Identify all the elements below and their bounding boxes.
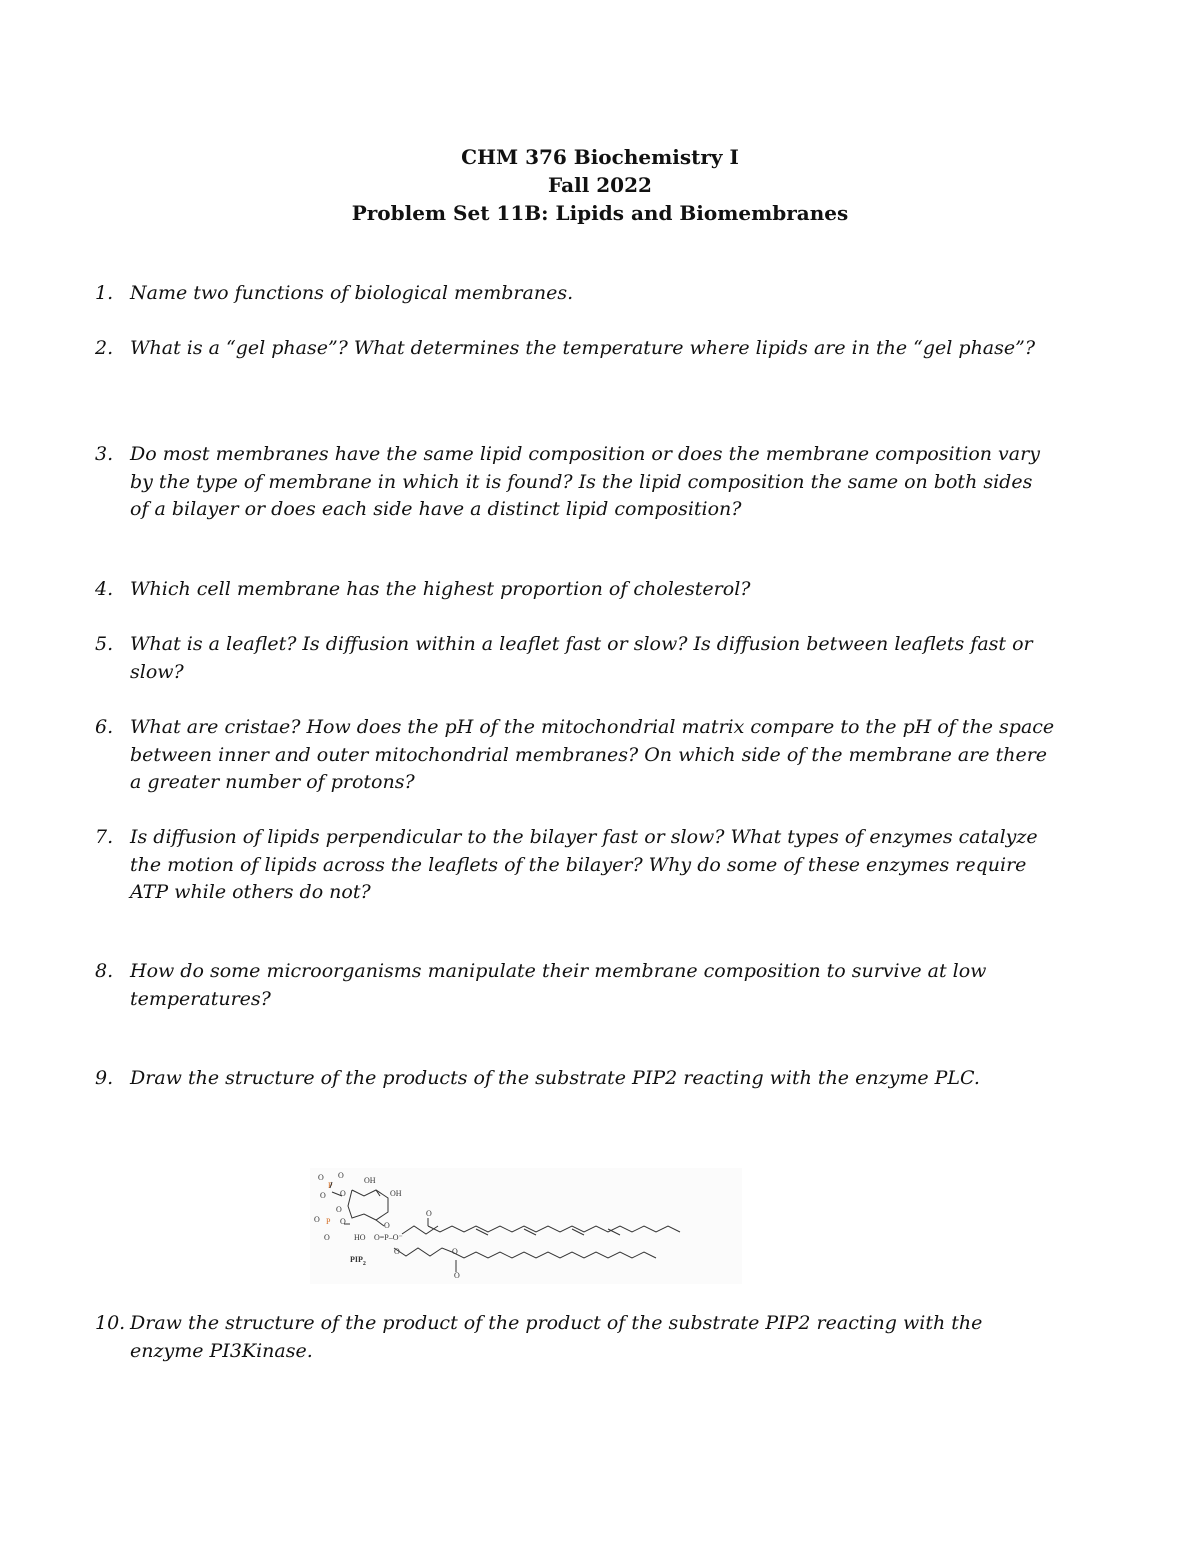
question-number: 5.: [95, 633, 114, 655]
atom-o: O: [454, 1271, 460, 1280]
atom-o: O: [340, 1217, 346, 1226]
atom-o: O: [338, 1171, 344, 1180]
atom-o: O: [314, 1215, 320, 1224]
atom-o: O: [340, 1189, 346, 1198]
question-number: 3.: [95, 443, 114, 465]
course-title: CHM 376 Biochemistry I: [461, 145, 739, 169]
atom-o: O: [394, 1247, 400, 1256]
question-text: Draw the structure of the products of the substrate PIP2 reacting with the enzyme PLC.: [130, 1067, 980, 1089]
question-number: 6.: [95, 716, 114, 738]
question-2: [95, 335, 1055, 363]
atom-oh: OH: [364, 1176, 376, 1185]
term: Fall 2022: [548, 173, 652, 197]
atom-o: O: [426, 1209, 432, 1218]
atom-o: O: [318, 1173, 324, 1182]
question-text: Draw the structure of the product of the product of the substrate PIP2 reacting with the enzyme PI3Kinase.: [130, 1312, 983, 1362]
question-number: 1.: [95, 282, 114, 304]
atom-o: O: [320, 1191, 326, 1200]
question-text: Is diffusion of lipids perpendicular to the bilayer fast or slow? What types of enzymes catalyze the motion of lipids across the leaflets of the bilayer? Why do some of these enzymes require ATP while others do not?: [130, 826, 1038, 903]
pip2-structure-figure: [310, 1168, 742, 1284]
question-1: [95, 280, 1055, 308]
atom-oh: OH: [390, 1189, 402, 1198]
question-7: [95, 824, 1055, 907]
question-text: Do most membranes have the same lipid composition or does the membrane composition vary by the type of membrane in which it is found? Is the lipid composition the same on both sides of a bilayer or does each side have a distinct lipid composition?: [130, 443, 1040, 520]
atom-p: P: [326, 1217, 331, 1226]
document-header: [0, 143, 1200, 227]
question-number: 4.: [95, 578, 114, 600]
atom-o: O: [336, 1205, 342, 1214]
pip2-structure-svg: [310, 1168, 742, 1284]
question-number: 2.: [95, 337, 114, 359]
question-text: Which cell membrane has the highest proportion of cholesterol?: [130, 578, 751, 600]
question-5: [95, 631, 1055, 686]
question-number: 9.: [95, 1067, 114, 1089]
question-text: What are cristae? How does the pH of the mitochondrial matrix compare to the pH of the space between inner and outer mitochondrial membranes? On which side of the membrane are there a greater number of protons?: [130, 716, 1055, 793]
question-text: Name two functions of biological membranes.: [130, 282, 574, 304]
question-text: What is a leaflet? Is diffusion within a leaflet fast or slow? Is diffusion between leaflets fast or slow?: [130, 633, 1033, 683]
question-number: 8.: [95, 960, 114, 982]
problem-set-title: Problem Set 11B: Lipids and Biomembranes: [351, 201, 849, 225]
pip2-label: $PIP_2$: [350, 1255, 366, 1267]
question-4: [95, 576, 1055, 604]
question-6: [95, 714, 1055, 797]
question-number: 7.: [95, 826, 114, 848]
question-text: How do some microorganisms manipulate their membrane composition to survive at low temperatures?: [130, 960, 987, 1010]
question-8: [95, 958, 1055, 1013]
question-text: What is a “gel phase”? What determines the temperature where lipids are in the “gel phase”?: [130, 337, 1036, 359]
atom-phosphate: O=P–O⁻: [374, 1233, 403, 1242]
question-3: [95, 441, 1055, 524]
atom-o: O: [324, 1233, 330, 1242]
atom-o: O: [384, 1221, 390, 1230]
atom-ho: HO: [354, 1233, 366, 1242]
atom-o: O: [452, 1247, 458, 1256]
question-9: [95, 1065, 1055, 1093]
question-10: [95, 1310, 1055, 1365]
atom-p: P: [328, 1181, 333, 1190]
question-number: 10.: [95, 1312, 126, 1334]
